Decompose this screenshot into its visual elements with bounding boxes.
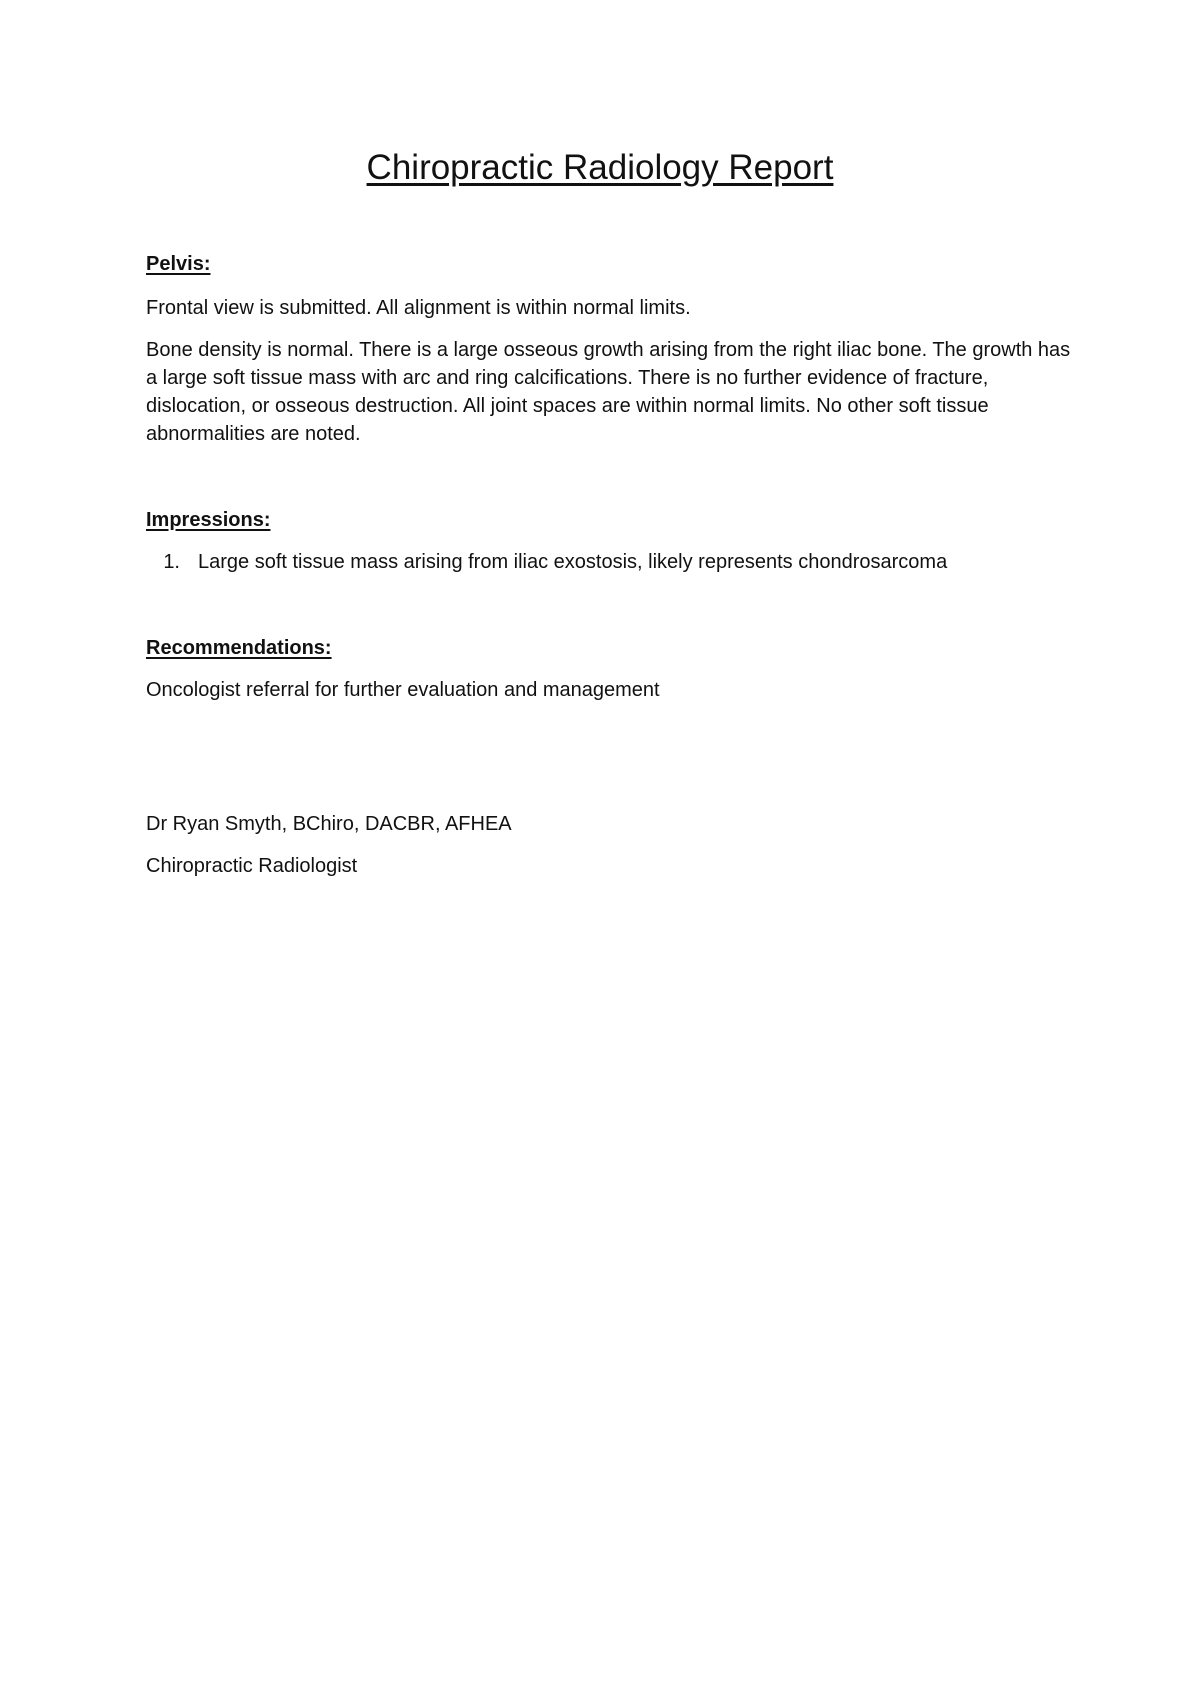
signature-role: Chiropractic Radiologist xyxy=(146,855,358,877)
report-body xyxy=(146,250,1086,880)
recommendations-heading: Recommendations: xyxy=(146,637,332,659)
recommendations-section xyxy=(146,634,1086,704)
pelvis-heading: Pelvis: xyxy=(146,253,211,275)
impressions-list xyxy=(146,548,1086,576)
pelvis-section xyxy=(146,250,1086,448)
report-title: Chiropractic Radiology Report xyxy=(366,148,834,187)
signature-name: Dr Ryan Smyth, BChiro, DACBR, AFHEA xyxy=(146,813,512,835)
list-item xyxy=(146,548,1086,576)
pelvis-paragraph-findings: Bone density is normal. There is a large osseous growth arising from the right iliac bone. The growth has a large soft tissue mass with arc and ring calcifications. There is no further evidence of fracture, dislocation, or osseous destruction. All joint spaces are within normal limits. No other soft tissue abnormalities are noted. xyxy=(146,339,1071,445)
list-item-number: 1. xyxy=(163,551,180,573)
impressions-heading: Impressions: xyxy=(146,509,271,531)
recommendations-text: Oncologist referral for further evaluation and management xyxy=(146,679,660,701)
list-item-text: Large soft tissue mass arising from iliac exostosis, likely represents chondrosarcoma xyxy=(198,551,948,573)
impressions-section xyxy=(146,506,1086,576)
signature-block xyxy=(146,810,1086,880)
pelvis-paragraph-view: Frontal view is submitted. All alignment is within normal limits. xyxy=(146,297,691,319)
